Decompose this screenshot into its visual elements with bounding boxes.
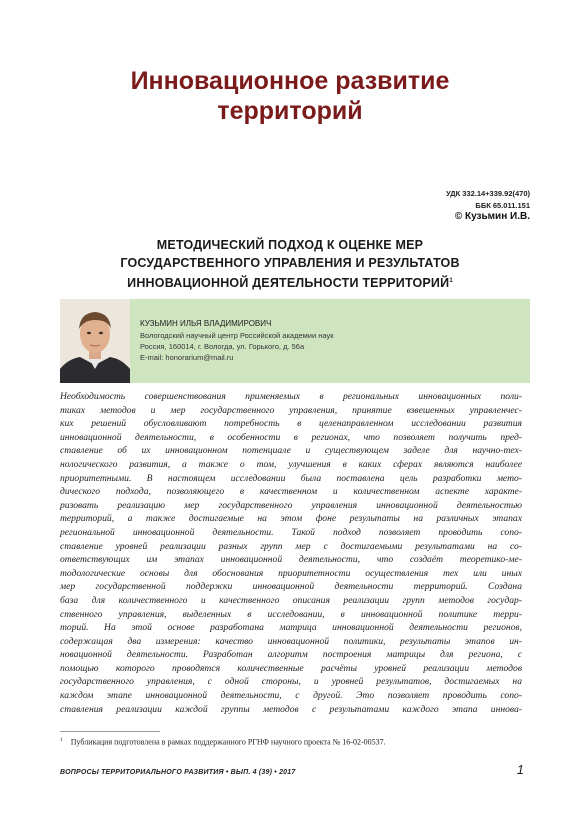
abstract-line: ких решений обусловливают потребность в целенаправленном исследовании развития — [60, 418, 522, 430]
abstract-line: тодологические основы для обоснования приоритетности осуществления тех или иных — [60, 567, 522, 579]
abstract-line: торий. На этой основе разработана матрица инновационной деятельности регионов, — [60, 622, 522, 634]
classification-codes — [446, 188, 530, 212]
footnote-text: Публикация подготовлена в рамках поддержанного РГНФ научного проекта № 16-02-00537. — [70, 737, 386, 747]
abstract-line: каждом этапе инновационной деятельности, с другой. Это позволяет проводить сопо- — [60, 690, 522, 702]
article-title-line: ГОСУДАРСТВЕННОГО УПРАВЛЕНИЯ И РЕЗУЛЬТАТОВ — [120, 256, 460, 270]
abstract-line: нологического развития, а также о том, улучшения в каких сферах являются наиболее — [60, 458, 522, 470]
abstract-line: ственного управления, выделенных в исследовании, в инновационной политике терри- — [60, 608, 522, 620]
abstract-line: государственного управления, с одной стороны, и уровней результатов, достигаемых на — [60, 676, 522, 688]
abstract-line: помощью которого проводятся количественные расчёты уровней реализации методов — [60, 662, 522, 674]
abstract-line: содержащая два измерения: качество инновационной политики, результаты этапов ин- — [60, 635, 522, 647]
abstract-line: Необходимость совершенствования применяемых в региональных инновационных поли- — [60, 391, 522, 402]
abstract-line: территорий, а также достигаемые на этом фоне результаты на различных этапах — [60, 513, 522, 525]
footnote — [60, 737, 386, 747]
abstract-line: ставления реализации каждой группы методов с результатами каждого этапа иннова- — [60, 703, 522, 715]
journal-footer: ВОПРОСЫ ТЕРРИТОРИАЛЬНОГО РАЗВИТИЯ • ВЫП. 4 (39) • 2017 — [60, 769, 296, 776]
abstract-line: ставление уровней реализации разных групп мер с достигаемыми результатами на со- — [60, 540, 522, 552]
abstract-line: приоритетными. В настоящем исследовании была поставлена цель разработки мето- — [60, 472, 522, 484]
abstract-line: новационной деятельности. Разработан алгоритм построения матрицы для региона, с — [60, 649, 522, 661]
abstract-line: тиках методов и мер государственного управления, принятие взвешенных управленчес- — [60, 404, 522, 416]
footnote-divider — [60, 731, 160, 732]
author-name: КУЗЬМИН ИЛЬЯ ВЛАДИМИРОВИЧ — [140, 319, 272, 328]
author-affiliation: Вологодский научный центр Российской академии наук — [140, 331, 334, 340]
abstract-line: ризовать реализацию мер государственного управления инновационной деятельностью — [60, 499, 522, 511]
abstract-line: региональной инновационной деятельности. Такой подход позволяет проводить сопо- — [60, 526, 522, 538]
abstract-line: ответствующих им этапах инновационной деятельности, что создаёт теоретико-ме- — [60, 554, 522, 566]
bbk-code: ББК 65.011.151 — [475, 201, 530, 210]
article-title-line — [80, 272, 500, 292]
copyright: © Кузьмин И.В. — [454, 211, 530, 222]
article-title-line-text: ИННОВАЦИОННОЙ ДЕЯТЕЛЬНОСТИ ТЕРРИТОРИЙ — [127, 276, 450, 291]
udc-code: УДК 332.14+339.92(470) — [445, 189, 530, 198]
abstract-line: база для количественного и качественного описания реализации групп методов государ- — [60, 594, 522, 606]
author-photo — [60, 299, 130, 383]
article-title-line: МЕТОДИЧЕСКИЙ ПОДХОД К ОЦЕНКЕ МЕР — [156, 238, 424, 252]
author-email[interactable]: E-mail: honorarium@mail.ru — [140, 353, 234, 362]
title-footnote-mark: 1 — [449, 278, 453, 284]
author-portrait-image — [60, 299, 130, 383]
abstract-line: инновационной деятельности, в особенности в регионах, что позволяет получить пред- — [60, 431, 522, 443]
footnote-mark: 1 — [60, 737, 63, 743]
article-title — [80, 236, 500, 292]
abstract — [60, 390, 522, 716]
author-info — [140, 318, 334, 363]
abstract-line: дического подхода, позволяющего в качественном и количественном аспекте характе- — [60, 486, 522, 498]
author-address: Россия, 160014, г. Вологда, ул. Горького, д. 56а — [140, 342, 305, 351]
section-title: Инновационное развитие территорий — [130, 67, 450, 125]
abstract-line: мер государственной поддержки инновационной деятельности территорий. Создана — [60, 581, 522, 593]
page-number: 1 — [516, 762, 524, 777]
abstract-line: ставление об их инновационном потенциале и существующем заделе для научно-тех- — [60, 445, 522, 457]
author-box — [60, 299, 530, 383]
